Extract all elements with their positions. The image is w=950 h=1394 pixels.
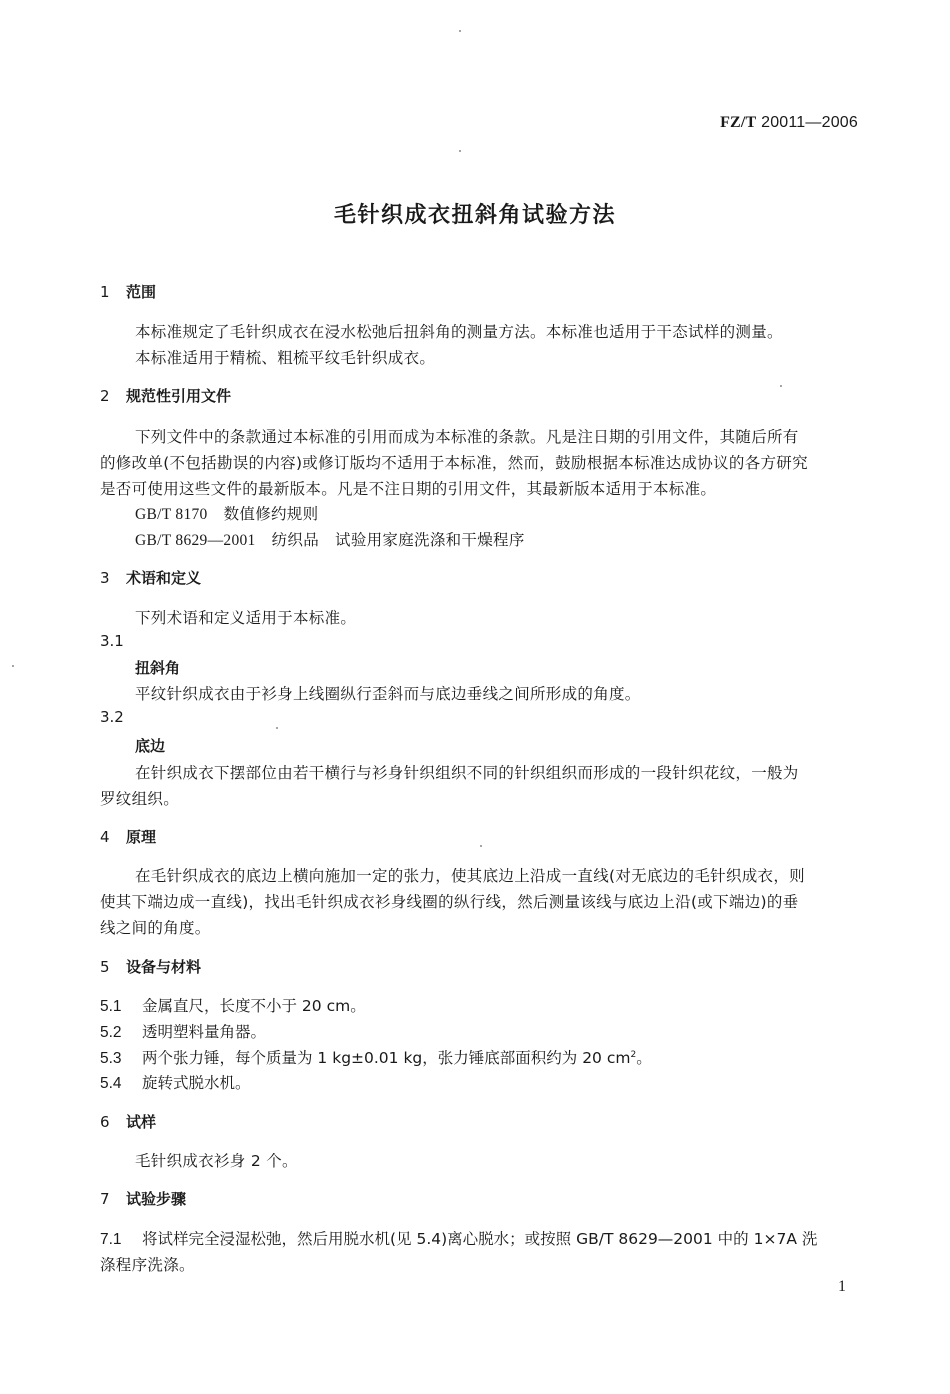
- section-2-line-2: 的修改单(不包括勘误的内容)或修订版均不适用于本标准，然而，鼓励根据本标准达成协议的各方研究: [100, 454, 808, 472]
- equipment-item-5-4: 5.4 旋转式脱水机。: [100, 1074, 251, 1092]
- term-definition-3-2-line-1: 在针织成衣下摆部位由若干横行与衫身针织组织不同的针织组织而形成的一段针织花纹，一般为: [135, 764, 799, 782]
- section-3-intro: 下列术语和定义适用于本标准。: [135, 609, 357, 627]
- term-number-3-1: 3.1: [100, 632, 124, 650]
- section-6-paragraph: 毛针织成衣衫身 2 个。: [135, 1152, 298, 1170]
- section-4-line-3: 线之间的角度。: [100, 919, 211, 937]
- section-heading-5: 5 设备与材料: [100, 958, 202, 976]
- scan-speck: [480, 845, 482, 847]
- term-definition-3-1: 平纹针织成衣由于衫身上线圈纵行歪斜而与底边垂线之间所形成的角度。: [135, 685, 641, 703]
- equipment-item-5-2: 5.2 透明塑料量角器。: [100, 1023, 267, 1041]
- section-4-line-2: 使其下端边成一直线)，找出毛针织成衣衫身线圈的纵行线，然后测量该线与底边上沿(或下端边)的垂: [100, 893, 799, 911]
- reference-item-2: GB/T 8629—2001 纺织品 试验用家庭洗涤和干燥程序: [135, 531, 525, 549]
- section-2-line-1: 下列文件中的条款通过本标准的引用而成为本标准的条款。凡是注日期的引用文件，其随后所有: [135, 428, 799, 446]
- standard-prefix: FZ/T: [720, 114, 757, 131]
- document-title: 毛针织成衣扭斜角试验方法: [333, 203, 616, 228]
- section-heading-4: 4 原理: [100, 828, 157, 846]
- section-heading-6: 6 试样: [100, 1113, 157, 1131]
- equipment-item-5-1: 5.1 金属直尺，长度不小于 20 cm。: [100, 997, 366, 1015]
- reference-item-1: GB/T 8170 数值修约规则: [135, 505, 319, 523]
- section-heading-7: 7 试验步骤: [100, 1190, 187, 1208]
- scan-speck: [12, 665, 14, 667]
- page-number: 1: [838, 1278, 846, 1295]
- section-heading-1: 1 范围: [100, 283, 157, 301]
- section-heading-2: 2 规范性引用文件: [100, 387, 232, 405]
- procedure-item-7-1-line-2: 涤程序洗涤。: [100, 1256, 195, 1274]
- equipment-item-5-3: 5.3 两个张力锤，每个质量为 1 kg±0.01 kg，张力锤底部面积约为 20 $cm^2$。: [100, 1049, 652, 1067]
- standard-number: 20011—2006: [761, 114, 858, 131]
- standard-code: [720, 114, 858, 132]
- term-number-3-2: 3.2: [100, 708, 124, 726]
- section-1-paragraph-2: 本标准适用于精梳、粗梳平纹毛针织成衣。: [135, 349, 436, 367]
- term-title-hem: 底边: [135, 737, 166, 755]
- procedure-item-7-1-line-1: 7.1 将试样完全浸湿松弛，然后用脱水机(见 5.4)离心脱水；或按照 GB/T 8629—2001 中的 1×7A 洗: [100, 1230, 818, 1248]
- scan-speck: [459, 150, 461, 152]
- section-1-paragraph-1: 本标准规定了毛针织成衣在浸水松弛后扭斜角的测量方法。本标准也适用于干态试样的测量。: [135, 323, 783, 341]
- scan-speck: [276, 727, 278, 729]
- section-4-line-1: 在毛针织成衣的底边上横向施加一定的张力，使其底边上沿成一直线(对无底边的毛针织成衣，则: [135, 867, 805, 885]
- scan-speck: [780, 385, 782, 387]
- term-title-twist-angle: 扭斜角: [135, 659, 181, 677]
- scan-speck: [459, 30, 461, 32]
- section-heading-3: 3 术语和定义: [100, 569, 202, 587]
- term-definition-3-2-line-2: 罗纹组织。: [100, 790, 180, 808]
- section-2-line-3: 是否可使用这些文件的最新版本。凡是不注日期的引用文件，其最新版本适用于本标准。: [100, 480, 717, 498]
